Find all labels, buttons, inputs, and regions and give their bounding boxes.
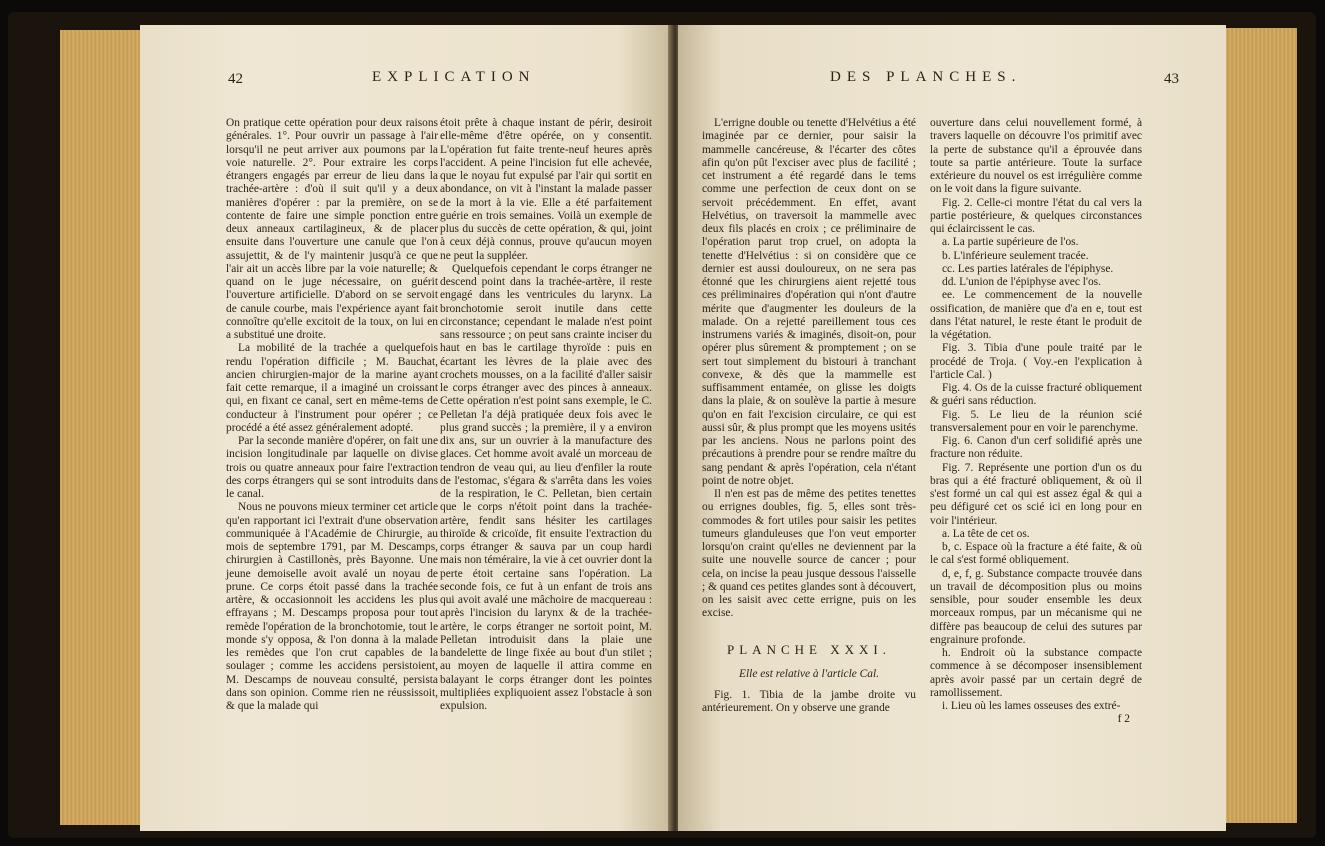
paragraph: On pratique cette opération pour deux raisons générales. 1°. Pour ouvrir un passage à l'air lorsqu'il ne peut arriver aux poumons par la voie naturelle. 2°. Pour extraire les corps étrangers engagés par erreur de lieu dans la trachée-artère : d'où il suit qu'il y a deux manières d'opérer : par la première, on se contente de faire une simple ponction entre deux anneaux cartilagineux, & de placer ensuite dans l'ouverture une canule que l'on assujettit, & de l'y maintenir jusqu'à ce que l'air ait un accès libre par la voie naturelle; & quand on le juge nécessaire, on guérit l'ouverture artificielle. D'abord on se servoit de canule courbe, mais l'expérience ayant fait connoître qu'elle excitoit de la toux, on lui en a substitué une droite. xyxy=(226,117,438,341)
paragraph: ee. Le commencement de la nouvelle ossification, de manière que d'a en e, tout est dans l'état naturel, le reste étant le produit de la végétation. xyxy=(930,289,1142,341)
paragraph: Fig. 3. Tibia d'une poule traité par le procédé de Troja. ( Voy.-en l'explication à l'article Cal. ) xyxy=(930,342,1142,381)
paragraph: cc. Les parties latérales de l'épiphyse. xyxy=(942,262,1114,275)
paragraph: Nous ne pouvons mieux terminer cet article qu'en rapportant ici l'extrait d'une observation communiquée à l'Académie de Chirurgie, au mois de septembre 1791, par M. Descamps, chirurgien à Castillonès, près Bayonne. Une jeune demoiselle avoit avalé un noyau de prune. Ce corps étoit passé dans la trachée artère, & occasionnoit les accidens les plus effrayans ; M. Descamps proposa pour tout remède l'opération de la bronchotomie, tout le monde s'y opposa, & l'on donna à la malade les remèdes que l'on crut capables de la soulager ; comme les accidens persistoient, M. Descamps de nouveau consulté, persista dans son opinion. Comme rien ne réussissoit, & que la malade qui xyxy=(226,501,438,712)
paragraph: dd. L'union de l'épiphyse avec l'os. xyxy=(942,276,1101,288)
page-number: 42 xyxy=(228,71,243,87)
column-2 xyxy=(930,117,1142,727)
paragraph: Fig. 2. Celle-ci montre l'état du cal vers la partie postérieure, & quelques circonstances qui éclaircissent le cas. xyxy=(930,196,1142,235)
paragraph: d, e, f, g. Substance compacte trouvée dans un travail de décomposition plus ou moins sensible, pour souder ensemble les deux morceaux rompus, par un mécanisme qui ne diffère pas beaucoup de celui des sutures par engrainure profonde. xyxy=(930,567,1142,646)
paragraph: a. La tête de cet os. xyxy=(942,527,1030,540)
paragraph: Il n'en est pas de même des petites tenettes ou errignes doubles, fig. 5, elles sont très-commodes & fort utiles pour saisir les petites tumeurs glanduleuses que l'on veut emporter lorsqu'on craint qu'elles ne deviennent par la suite une nouvelle source de cancer ; pour cela, on incise la peau jusque dessous l'aisselle ; & quand ces petites glandes sont à découvert, on les saisit avec cette errigne, puis on les excise. xyxy=(702,488,916,620)
page-number: 43 xyxy=(1164,71,1179,87)
paragraph: Fig. 4. Os de la cuisse fracturé obliquement & guéri sans réduction. xyxy=(930,382,1142,408)
paragraph: a. La partie supérieure de l'os. xyxy=(942,236,1079,249)
paragraph: Par la seconde manière d'opérer, on fait une incision longitudinale par laquelle on divise trois ou quatre anneaux pour faire l'extraction des corps étrangers qui se sont introduits dans le canal. xyxy=(226,435,438,500)
left-page xyxy=(140,25,670,831)
running-header: DES PLANCHES. xyxy=(830,69,1022,85)
column-1 xyxy=(702,117,916,716)
signature-mark: f 2 xyxy=(1117,713,1130,726)
left-page-edges xyxy=(60,30,140,825)
paragraph: h. Endroit où la substance compacte commence à se décomposer insensiblement après avoir passé par un certain degré de ramollissement. xyxy=(930,647,1142,699)
paragraph: i. Lieu où les lames osseuses des extré- xyxy=(942,700,1121,712)
paragraph: ouverture dans celui nouvellement formé, à travers laquelle on découvre l'os primitif avec la perte de substance qu'il a éprouvée dans toute sa partie antérieure. Toute la surface extérieure du nouvel os est irrégulière comme on le voit dans la figure suivante. xyxy=(930,117,1142,196)
plate-subtitle: Elle est relative à l'article Cal. xyxy=(739,667,879,680)
paragraph: Quelquefois cependant le corps étranger ne descend point dans la trachée-artère, il reste engagé dans les ventricules du larynx. La bronchotomie seroit inutile dans cette circonstance; cependant le malade n'est point sans ressource ; on peut sans crainte inciser du haut en bas le cartilage thyroïde : puis en écartant les lèvres de la plaie avec des crochets mousses, on a la facilité d'aller saisir le corps étranger avec des pinces à anneaux. Cette opération n'est point sans exemple, le C. Pelletan l'a déjà pratiquée deux fois avec le plus grand succès ; la première, il y a environ dix ans, sur un ouvrier à la manufacture des glaces. Cet homme avoit avalé un morceau de tendron de veau qui, au lieu d'enfiler la route de l'estomac, s'égara & s'arrêta dans les voies de la respiration, le C. Pelletan, bien certain que le corps n'étoit point dans la trachée-artère, fendit sans hésiter les cartilages thiroïde & cricoïde, fit ensuite l'extraction du corps étranger & sauva par un coup hardi mais non téméraire, la vie à cet ouvrier dont la perte étoit certaine sans l'opération. La seconde fois, ce fut à un enfant de trois ans qui avoit avalé une mâchoire de macquereau : après l'incision du larynx & de la trachée-artère, le corps étranger ne sortoit point, M. Pelletan introduisit dans la plaie une bandelette de linge fixée au bout d'un stilet ; au moyen de laquelle il attira comme en balayant le corps étranger dont les pointes multipliées expliquoient assez l'obstacle à son expulsion. xyxy=(440,262,652,712)
paragraph: étoit prête à chaque instant de périr, desiroit elle-même d'être opérée, on y consentit. L'opération fut faite trente-neuf heures après l'accident. A peine l'incision fut elle achevée, que le noyau fut expulsé par l'air qui sortit en abondance, on vit à l'instant la malade passer de la mort à la vie. Elle a été parfaitement guérie en trois semaines. Voilà un exemple de plus du succès de cette opération, & qui, joint à ceux déjà connus, prouve qu'aucun moyen ne peut la suppléer. xyxy=(440,117,652,262)
paragraph: Fig. 1. Tibia de la jambe droite vu antérieurement. On y observe une grande xyxy=(702,689,916,715)
paragraph: b, c. Espace où la fracture a été faite, & où le cal s'est formé obliquement. xyxy=(930,541,1142,567)
column-2 xyxy=(440,117,652,713)
running-header: EXPLICATION xyxy=(372,69,536,85)
right-page xyxy=(678,25,1226,831)
plate-title: PLANCHE XXXI. xyxy=(727,641,891,657)
paragraph: L'errigne double ou tenette d'Helvétius a été imaginée par ce dernier, pour saisir la mammelle cancéreuse, & l'écarter des côtes afin qu'on pût l'exciser avec plus de facilité ; cet instrument a été regardé dans le tems comme une perfection de ceux dont on se servoit précédemment. En effet, avant Helvétius, on traversoit la mammelle avec deux fils placés en croix ; ce préliminaire de l'opération parut trop cruel, on adopta la tenette d'Helvétius : si on considère que ce dernier est aussi douloureux, on ne sera pas étonné que les chirurgiens aient rejetté tous ces préliminaires d'opération qui n'ont d'autre mérite que d'augmenter les douleurs de la malade. On a rejetté pareillement tous ces instrumens variés & imaginés, disoit-on, pour opérer plus sûrement & promptement ; on se sert tout simplement du bistouri à tranchant convexe, & dès que la mammelle est suffisamment entamée, on glisse les doigts dans la plaie, & on soulève la partie à mesure qu'on en fait l'excision circulaire, ce qui est aussi sûr, & plus prompt que les moyens usités par les anciens. Nous ne parlons point des précautions à prendre pour se rendre maître du sang pendant & après l'opération, cela n'étant point de notre objet. xyxy=(702,117,916,487)
paragraph: La mobilité de la trachée a quelquefois rendu l'opération difficile ; M. Bauchat, ancien chirurgien-major de la marine ayant fait cette remarque, il a imaginé un croissant qui, en fixant ce canal, sert en même-tems de conducteur à l'instrument pour opérer ; ce procédé a été assez généralement adopté. xyxy=(226,342,438,434)
paragraph: Fig. 7. Représente une portion d'un os du bras qui a été fracturé obliquement, & où il s'est formé un cal qui est assez égal & qui a peu défiguré cet os scié ici en long pour en voir l'intérieur. xyxy=(930,461,1142,527)
paragraph: b. L'inférieure seulement tracée. xyxy=(942,249,1089,262)
column-1 xyxy=(226,117,438,713)
paragraph: Fig. 6. Canon d'un cerf solidifié après une fracture non réduite. xyxy=(930,435,1142,461)
right-page-edges xyxy=(1225,28,1297,823)
paragraph: Fig. 5. Le lieu de la réunion scié transversalement pour en voir le parenchyme. xyxy=(930,408,1142,434)
